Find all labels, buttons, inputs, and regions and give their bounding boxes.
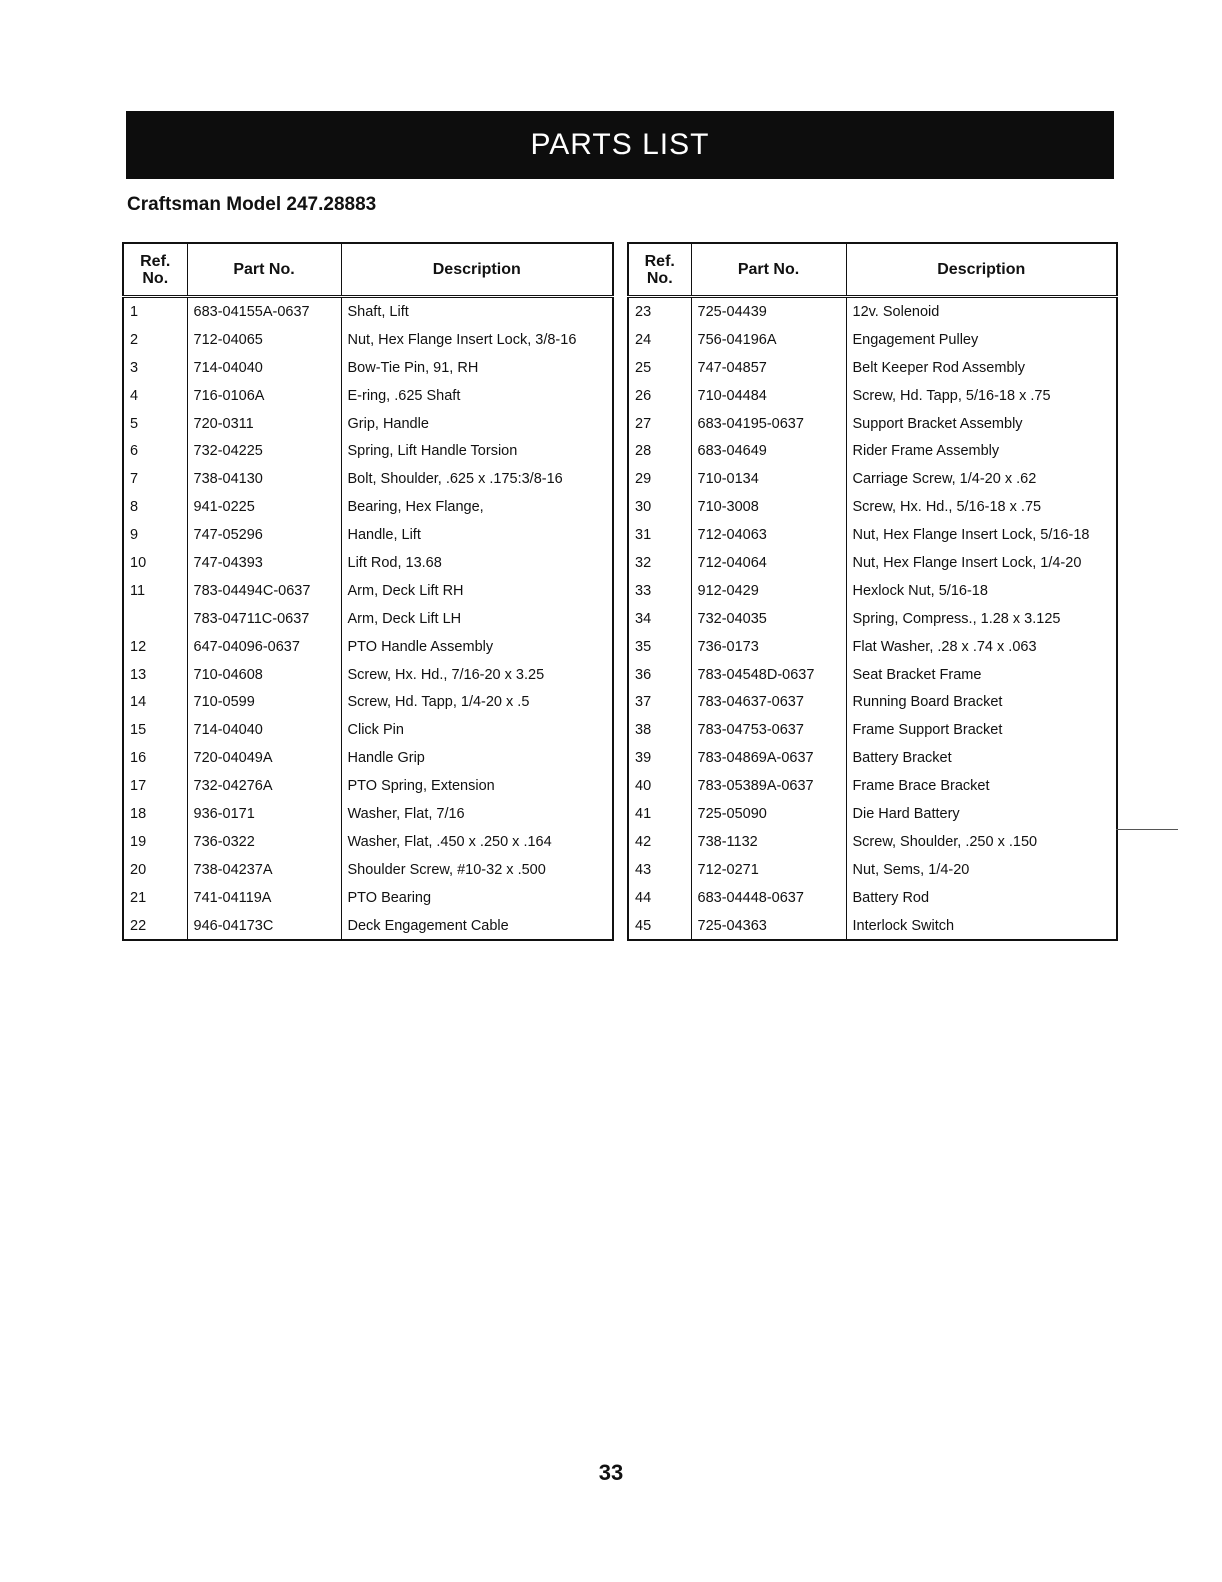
ref-no-cell: 25 bbox=[628, 354, 691, 382]
ref-no-cell: 43 bbox=[628, 856, 691, 884]
table-row bbox=[628, 410, 1117, 438]
ref-no-cell: 3 bbox=[123, 354, 187, 382]
part-no-header: Part No. bbox=[187, 243, 341, 297]
table-row bbox=[123, 716, 613, 744]
description-cell: Arm, Deck Lift LH bbox=[341, 605, 613, 633]
ref-no-cell: 18 bbox=[123, 800, 187, 828]
table-row bbox=[628, 549, 1117, 577]
table-row bbox=[628, 354, 1117, 382]
ref-no-cell: 27 bbox=[628, 410, 691, 438]
table-row bbox=[123, 410, 613, 438]
ref-no-cell: 23 bbox=[628, 297, 691, 326]
description-cell: Washer, Flat, 7/16 bbox=[341, 800, 613, 828]
description-cell: Belt Keeper Rod Assembly bbox=[846, 354, 1117, 382]
ref-no-cell: 6 bbox=[123, 437, 187, 465]
part-no-cell: 714-04040 bbox=[187, 716, 341, 744]
part-no-cell: 736-0173 bbox=[691, 633, 846, 661]
ref-no-cell: 33 bbox=[628, 577, 691, 605]
table-row bbox=[123, 633, 613, 661]
ref-no-cell: 22 bbox=[123, 912, 187, 941]
ref-header-line1: Ref. bbox=[140, 252, 171, 270]
part-no-cell: 738-04237A bbox=[187, 856, 341, 884]
table-row bbox=[123, 465, 613, 493]
ref-no-cell: 31 bbox=[628, 521, 691, 549]
ref-no-cell: 7 bbox=[123, 465, 187, 493]
part-no-cell: 710-0134 bbox=[691, 465, 846, 493]
table-row bbox=[628, 382, 1117, 410]
description-cell: Screw, Shoulder, .250 x .150 bbox=[846, 828, 1117, 856]
table-row bbox=[123, 800, 613, 828]
part-no-cell: 732-04225 bbox=[187, 437, 341, 465]
description-cell: Washer, Flat, .450 x .250 x .164 bbox=[341, 828, 613, 856]
description-cell: E-ring, .625 Shaft bbox=[341, 382, 613, 410]
ref-no-cell: 13 bbox=[123, 661, 187, 689]
description-cell: Spring, Lift Handle Torsion bbox=[341, 437, 613, 465]
part-no-cell: 712-0271 bbox=[691, 856, 846, 884]
ref-header-line2: No. bbox=[142, 269, 169, 287]
description-cell: Bow-Tie Pin, 91, RH bbox=[341, 354, 613, 382]
ref-no-cell: 2 bbox=[123, 326, 187, 354]
part-no-cell: 738-04130 bbox=[187, 465, 341, 493]
description-cell: Running Board Bracket bbox=[846, 688, 1117, 716]
description-cell: Nut, Hex Flange Insert Lock, 1/4-20 bbox=[846, 549, 1117, 577]
part-no-cell: 720-0311 bbox=[187, 410, 341, 438]
ref-no-cell: 4 bbox=[123, 382, 187, 410]
ref-no-cell: 41 bbox=[628, 800, 691, 828]
ref-no-cell: 28 bbox=[628, 437, 691, 465]
table-row bbox=[628, 884, 1117, 912]
table-row bbox=[628, 437, 1117, 465]
part-no-cell: 725-04363 bbox=[691, 912, 846, 941]
part-no-cell: 712-04063 bbox=[691, 521, 846, 549]
part-no-cell: 783-04753-0637 bbox=[691, 716, 846, 744]
description-cell: Lift Rod, 13.68 bbox=[341, 549, 613, 577]
ref-no-cell bbox=[123, 605, 187, 633]
description-header: Description bbox=[846, 243, 1117, 297]
parts-table-right-body bbox=[628, 297, 1117, 941]
table-row bbox=[123, 661, 613, 689]
description-cell: PTO Bearing bbox=[341, 884, 613, 912]
part-no-cell: 683-04448-0637 bbox=[691, 884, 846, 912]
table-row bbox=[628, 521, 1117, 549]
table-row bbox=[123, 493, 613, 521]
ref-no-cell: 5 bbox=[123, 410, 187, 438]
part-no-cell: 736-0322 bbox=[187, 828, 341, 856]
part-no-cell: 783-04637-0637 bbox=[691, 688, 846, 716]
description-cell: Seat Bracket Frame bbox=[846, 661, 1117, 689]
table-row bbox=[123, 828, 613, 856]
part-no-cell: 714-04040 bbox=[187, 354, 341, 382]
ref-no-cell: 12 bbox=[123, 633, 187, 661]
description-cell: Hexlock Nut, 5/16-18 bbox=[846, 577, 1117, 605]
description-cell: Nut, Sems, 1/4-20 bbox=[846, 856, 1117, 884]
part-no-cell: 936-0171 bbox=[187, 800, 341, 828]
part-no-cell: 741-04119A bbox=[187, 884, 341, 912]
part-no-cell: 683-04195-0637 bbox=[691, 410, 846, 438]
ref-no-cell: 26 bbox=[628, 382, 691, 410]
ref-no-cell: 8 bbox=[123, 493, 187, 521]
table-row bbox=[628, 493, 1117, 521]
ref-no-header bbox=[628, 243, 691, 297]
part-no-cell: 683-04649 bbox=[691, 437, 846, 465]
part-no-cell: 710-0599 bbox=[187, 688, 341, 716]
description-cell: Arm, Deck Lift RH bbox=[341, 577, 613, 605]
ref-no-cell: 21 bbox=[123, 884, 187, 912]
part-no-cell: 783-04711C-0637 bbox=[187, 605, 341, 633]
ref-header-line2: No. bbox=[646, 269, 673, 287]
table-row bbox=[628, 716, 1117, 744]
description-cell: Screw, Hx. Hd., 5/16-18 x .75 bbox=[846, 493, 1117, 521]
ref-no-cell: 30 bbox=[628, 493, 691, 521]
table-row bbox=[123, 744, 613, 772]
part-no-cell: 738-1132 bbox=[691, 828, 846, 856]
table-row bbox=[123, 884, 613, 912]
ref-no-cell: 42 bbox=[628, 828, 691, 856]
part-no-cell: 756-04196A bbox=[691, 326, 846, 354]
description-cell: Support Bracket Assembly bbox=[846, 410, 1117, 438]
ref-no-cell: 38 bbox=[628, 716, 691, 744]
part-no-cell: 647-04096-0637 bbox=[187, 633, 341, 661]
part-no-cell: 716-0106A bbox=[187, 382, 341, 410]
ref-no-cell: 11 bbox=[123, 577, 187, 605]
table-row bbox=[123, 297, 613, 326]
description-cell: Screw, Hd. Tapp, 1/4-20 x .5 bbox=[341, 688, 613, 716]
ref-no-cell: 10 bbox=[123, 549, 187, 577]
page-number: 33 bbox=[598, 1460, 624, 1485]
table-row bbox=[123, 521, 613, 549]
ref-no-cell: 14 bbox=[123, 688, 187, 716]
description-cell: Nut, Hex Flange Insert Lock, 5/16-18 bbox=[846, 521, 1117, 549]
description-cell: Shaft, Lift bbox=[341, 297, 613, 326]
description-cell: 12v. Solenoid bbox=[846, 297, 1117, 326]
part-no-cell: 720-04049A bbox=[187, 744, 341, 772]
table-row bbox=[123, 382, 613, 410]
divider-line bbox=[1116, 829, 1178, 830]
table-row bbox=[628, 326, 1117, 354]
description-cell: Nut, Hex Flange Insert Lock, 3/8-16 bbox=[341, 326, 613, 354]
table-row bbox=[123, 549, 613, 577]
table-row bbox=[628, 605, 1117, 633]
table-row bbox=[628, 661, 1117, 689]
description-cell: Frame Support Bracket bbox=[846, 716, 1117, 744]
description-cell: PTO Handle Assembly bbox=[341, 633, 613, 661]
description-cell: Bolt, Shoulder, .625 x .175:3/8-16 bbox=[341, 465, 613, 493]
table-row bbox=[628, 772, 1117, 800]
table-row bbox=[123, 856, 613, 884]
model-heading: Craftsman Model 247.28883 bbox=[127, 194, 377, 215]
ref-header-line1: Ref. bbox=[644, 252, 675, 270]
part-no-cell: 732-04276A bbox=[187, 772, 341, 800]
part-no-cell: 747-04393 bbox=[187, 549, 341, 577]
ref-no-cell: 35 bbox=[628, 633, 691, 661]
part-no-cell: 946-04173C bbox=[187, 912, 341, 941]
table-header-row bbox=[628, 243, 1117, 297]
ref-no-cell: 39 bbox=[628, 744, 691, 772]
parts-table-left bbox=[122, 242, 614, 941]
part-no-cell: 747-05296 bbox=[187, 521, 341, 549]
table-row bbox=[628, 297, 1117, 326]
description-cell: Battery Rod bbox=[846, 884, 1117, 912]
ref-no-cell: 9 bbox=[123, 521, 187, 549]
ref-no-cell: 16 bbox=[123, 744, 187, 772]
table-row bbox=[123, 772, 613, 800]
description-cell: Engagement Pulley bbox=[846, 326, 1117, 354]
ref-no-cell: 44 bbox=[628, 884, 691, 912]
ref-no-cell: 36 bbox=[628, 661, 691, 689]
ref-no-cell: 20 bbox=[123, 856, 187, 884]
description-cell: Flat Washer, .28 x .74 x .063 bbox=[846, 633, 1117, 661]
part-no-cell: 712-04065 bbox=[187, 326, 341, 354]
table-row bbox=[628, 856, 1117, 884]
table-row bbox=[628, 828, 1117, 856]
description-cell: Frame Brace Bracket bbox=[846, 772, 1117, 800]
part-no-cell: 783-04548D-0637 bbox=[691, 661, 846, 689]
description-cell: Screw, Hd. Tapp, 5/16-18 x .75 bbox=[846, 382, 1117, 410]
ref-no-cell: 17 bbox=[123, 772, 187, 800]
part-no-cell: 747-04857 bbox=[691, 354, 846, 382]
description-cell: Interlock Switch bbox=[846, 912, 1117, 941]
part-no-cell: 941-0225 bbox=[187, 493, 341, 521]
ref-no-cell: 29 bbox=[628, 465, 691, 493]
part-no-cell: 710-04484 bbox=[691, 382, 846, 410]
part-no-cell: 783-05389A-0637 bbox=[691, 772, 846, 800]
table-row bbox=[123, 688, 613, 716]
table-row bbox=[123, 437, 613, 465]
description-cell: Click Pin bbox=[341, 716, 613, 744]
table-row bbox=[123, 605, 613, 633]
ref-no-cell: 32 bbox=[628, 549, 691, 577]
table-row bbox=[123, 354, 613, 382]
part-no-cell: 683-04155A-0637 bbox=[187, 297, 341, 326]
description-cell: Handle, Lift bbox=[341, 521, 613, 549]
parts-table-left-body bbox=[123, 297, 613, 941]
part-no-cell: 710-3008 bbox=[691, 493, 846, 521]
ref-no-cell: 19 bbox=[123, 828, 187, 856]
table-row bbox=[628, 577, 1117, 605]
table-row bbox=[628, 912, 1117, 941]
ref-no-cell: 34 bbox=[628, 605, 691, 633]
table-row bbox=[628, 744, 1117, 772]
part-no-cell: 710-04608 bbox=[187, 661, 341, 689]
description-cell: Handle Grip bbox=[341, 744, 613, 772]
part-no-cell: 783-04869A-0637 bbox=[691, 744, 846, 772]
description-cell: Grip, Handle bbox=[341, 410, 613, 438]
table-row bbox=[123, 326, 613, 354]
part-no-cell: 912-0429 bbox=[691, 577, 846, 605]
parts-list-banner bbox=[126, 111, 1114, 179]
table-row bbox=[123, 577, 613, 605]
description-cell: Shoulder Screw, #10-32 x .500 bbox=[341, 856, 613, 884]
ref-no-cell: 1 bbox=[123, 297, 187, 326]
table-row bbox=[628, 465, 1117, 493]
table-row bbox=[628, 688, 1117, 716]
table-row bbox=[123, 912, 613, 941]
description-cell: Die Hard Battery bbox=[846, 800, 1117, 828]
part-no-cell: 725-05090 bbox=[691, 800, 846, 828]
ref-no-cell: 24 bbox=[628, 326, 691, 354]
description-cell: Bearing, Hex Flange, bbox=[341, 493, 613, 521]
description-header: Description bbox=[341, 243, 613, 297]
description-cell: Rider Frame Assembly bbox=[846, 437, 1117, 465]
description-cell: Deck Engagement Cable bbox=[341, 912, 613, 941]
table-row bbox=[628, 633, 1117, 661]
ref-no-header bbox=[123, 243, 187, 297]
ref-no-cell: 45 bbox=[628, 912, 691, 941]
ref-no-cell: 37 bbox=[628, 688, 691, 716]
description-cell: Screw, Hx. Hd., 7/16-20 x 3.25 bbox=[341, 661, 613, 689]
page-title: PARTS LIST bbox=[530, 128, 710, 161]
description-cell: Battery Bracket bbox=[846, 744, 1117, 772]
table-header-row bbox=[123, 243, 613, 297]
part-no-cell: 725-04439 bbox=[691, 297, 846, 326]
description-cell: Spring, Compress., 1.28 x 3.125 bbox=[846, 605, 1117, 633]
ref-no-cell: 40 bbox=[628, 772, 691, 800]
part-no-cell: 712-04064 bbox=[691, 549, 846, 577]
description-cell: Carriage Screw, 1/4-20 x .62 bbox=[846, 465, 1117, 493]
ref-no-cell: 15 bbox=[123, 716, 187, 744]
part-no-header: Part No. bbox=[691, 243, 846, 297]
description-cell: PTO Spring, Extension bbox=[341, 772, 613, 800]
part-no-cell: 783-04494C-0637 bbox=[187, 577, 341, 605]
part-no-cell: 732-04035 bbox=[691, 605, 846, 633]
parts-table-right bbox=[627, 242, 1118, 941]
table-row bbox=[628, 800, 1117, 828]
